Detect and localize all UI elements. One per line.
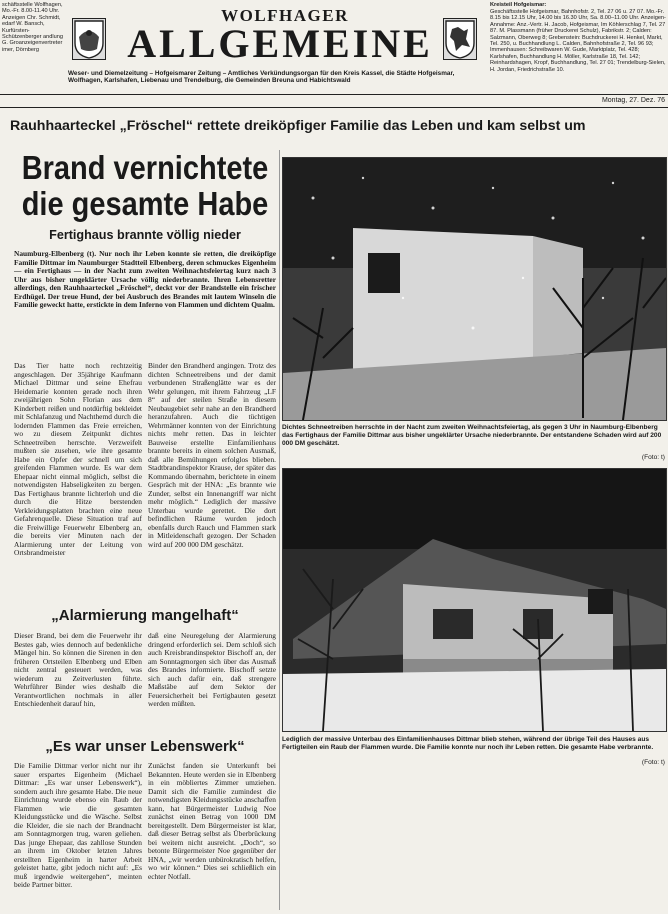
masthead-rule-2 bbox=[0, 107, 668, 108]
section-heading-lifework: „Es war unser Lebenswerk“ bbox=[45, 738, 245, 755]
masthead-right-column: Geschäftsstelle Hofgeismar, Bahnhofstr. 2, Tel. 27 06 u. 27 07. Mo.-Fr. 8.15 bis 12.15 Uhr, 14.00 bis 16.30 Uhr, Sa. 8.00–11.00 Uhr. Anzeigen-Annahme: Anz.-Vertr. H. Jacob, Hofgeismar, Im Köhlerschlag 7, Tel. 27 87. M. Plassmann (früher Druckerei Schulz), Fabrikstr. 2; Calden: Salzmann, Oberweg 8; Grebenstein: Buchdruckerei H. Henkel, Markt, Tel. 250, u. Buchhandlung L. Calden, Bahnhofstraße 2, Tel. 96 93; Immenhausen: Schreibwaren W. Gude, Marktplatz, Tel. 428; Karlshafen, Buchhandlung H. Möller, Karlstraße 18, Tel. 142; Reinhardshagen, Kropf, Buchhandlung, Tel. 27 01; Trendelburg-Sielen, H. Jordan, Friedrichstraße 10. bbox=[490, 9, 666, 73]
section-alarm-column-1: Dieser Brand, bei dem die Feuerwehr ihr Bestes gab, wies dennoch auf bedenkliche Mängel hin. So können die Sirenen in den früheren Ortsteilen Elbenberg und Elben nicht zentral gesteuert werden, was wiederum zu Zeitverlusten führte. Wehrführer Binder wies deshalb die Verantwortlichen nochmals in aller Entschiedenheit darauf hin, bbox=[14, 632, 142, 708]
headline-line-1: Brand vernichtete bbox=[21, 150, 269, 187]
photo-caption-1: Dichtes Schneetreiben herrschte in der Nacht zum zweiten Weihnachtsfeiertag, als gegen 3 Uhr in Naumburg-Elbenberg das Fertighaus der Familie Dittmar aus bisher ungeklärter Ursache niederbrannte. Der entstandene Schaden wird auf 200 000 DM geschätzt. bbox=[282, 424, 662, 447]
masthead-subtitle: Weser- und Diemelzeitung – Hofgeismarer Zeitung – Amtliches Verkündungsorgan für den Kreis Kassel, die Städte Hofgeismar, Wolfhagen, Karlshafen, Liebenau und Trendelburg, die Gemeinden Breuna und Habichtswald bbox=[68, 70, 455, 85]
section-lifework-column-1: Die Familie Dittmar verlor nicht nur ihr sauer erspartes Eigenheim (Michael Dittmar: „Es war unser Lebenswerk“), sondern auch ihre gesamte Habe. Die neue Einrichtung wurde ebenso ein Raub der Flammen wie die gesamten Kleidungsstücke und die Wäsche. Selbst die Kleider, die sie nach der Brandnacht am Sonntagmorgen trug, waren geliehen. Das junge Ehepaar, das zahllose Stunden an ihrem im Oktober letzten Jahres erstellten Eigenheim in harter Arbeit geleistet hatte, gibt jedoch nicht auf: „Es muß irgendwie weitergehen“, meinten beide Partner bitter. bbox=[14, 762, 142, 889]
photo-credit-1: (Foto: t) bbox=[641, 454, 665, 461]
masthead-rule bbox=[0, 94, 668, 95]
city-crest-left-icon bbox=[72, 18, 106, 60]
section-alarm-column-2: daß eine Neuregelung der Alarmierung dringend erforderlich sei. Dem schloß sich auch Kreisbrandinspektor Bischoff an, der am Sonntagmorgen sich über das Ausmaß des Brandes informierte. Bischoff setzte sich auch dafür ein, daß strengere Maßstäbe auf dem Sektor der Feuersicherheit bei Fertigbauten gesetzt werden müßten. bbox=[148, 632, 276, 708]
article-column-2: Binder den Brandherd angingen. Trotz des dichten Schneetreibens und der damit verbundenen Straßenglätte war es der Wehr gelungen, mit ihrem Fahrzeug „LF 8“ auf der steilen Straße in diesem Neubaugebiet sehr nahe an den Brandherd heranzufahren. Auch die tüchtigen Wehrmänner konnten von der Einrichtung nichts mehr retten. Das in leichter Bauweise erstellte Einfamilienhaus brannte bereits in einem solchen Ausmaß, daß alle Bemühungen erfolglos blieben. Stadtbrandinspektor Krause, der später das Kommando übernahm, berichtete in einem Gespräch mit der HNA: „Es brannte wie Zunder, selbst ein Innenangriff war nicht mehr möglich.“ Lediglich der massive Unterbau wurde gerettet. Die dort befindlichen Räume wurden jedoch ebenfalls durch Rauch und Flammen stark in Mitleidenschaft gezogen. Der Schaden wird auf 200 000 DM geschätzt. bbox=[148, 362, 276, 549]
article-column-1: Das Tier hatte noch rechtzeitig angeschlagen. Der 35jährige Kaufmann Michael Dittmar und seine Ehefrau Heidemarie konnten gerade noch ihren zweijährigen Sohn Florian aus dem Kinderbett reißen und notdürftig bekleidet mit Schlafanzug und Nachthemd durch die lodernden Flammen das Freie erreichen, wo zu diesem Zeitpunkt dichtes Schneetreiben herrschte. Verzweifelt mußten sie zusehen, wie ihre gesamte Habe ein Opfer der schnell um sich greifenden Flammen wurde. Es war dem Ehepaar nicht einmal möglich, selbst die notwendigsten Habseligkeiten zu bergen. Das Fertighaus brannte lichterloh und die durch die Hitze berstenden Verkleidungsplatten brachten eine neue Gefahrenquelle. Diese Situation traf auf die Freiwillige Feuerwehr Elbenberg an, die bereits vier Minuten nach der Alarmierung unter der Leitung von Ortsbrandmeister bbox=[14, 362, 142, 557]
photo-caption-2: Lediglich der massive Unterbau des Einfamilienhauses Dittmar blieb stehen, während der übrige Teil des Hauses aus Fertigteilen ein Raub der Flammen wurde. Die Familie konnte nur noch ihr Leben retten. Die gesamte Habe verbrannte. bbox=[282, 736, 654, 751]
article-kicker: Rauhhaarteckel „Fröschel“ rettete dreiköpfiger Familie das Leben und kam selbst um bbox=[10, 118, 586, 134]
article-lead: Naumburg-Elbenberg (t). Nur noch ihr Leben konnte sie retten, die dreiköpfige Familie Dittmar im Naumburger Stadtteil Elbenberg, deren schmuckes Eigenheim — ein Fertighaus — in der Nacht zum zweiten Weihnachtsfeiertag kurz nach 3 Uhr aus bisher ungeklärter Ursache völlig niederbrannte. Ihren Lebensretter allerdings, den Rauhhaarteckel „Fröschel“, deckt vor der Brandstelle ein frischer Erdhügel. Der treue Hund, der bei Ausbruch des Brandes mit lautem Winseln die Familie geweckt hatte, erstickte in dem Inferno von Flammen und dichtem Qualm. bbox=[14, 250, 276, 309]
masthead-title-top: WOLFHAGER bbox=[221, 6, 349, 25]
photo-burning-house bbox=[282, 157, 667, 421]
city-crest-right-icon bbox=[443, 18, 477, 60]
column-rule bbox=[279, 150, 280, 910]
subheadline: Fertighaus brannte völlig nieder bbox=[49, 228, 241, 242]
masthead-right-title: Kreisteil Hofgeismar: bbox=[490, 2, 547, 8]
headline-line-2: die gesamte Habe bbox=[21, 186, 269, 223]
issue-date: Montag, 27. Dez. 76 bbox=[601, 97, 665, 104]
photo-remaining-foundation bbox=[282, 468, 667, 732]
masthead-left-column: schäftsstelle Wolfhagen, Mo.-Fr. 8.00-11.40 Uhr. Anzeigen Chr. Schmidt, edarf W. Bansch, Kurfürsten-Schützenberger andlung G. Groanzeigenvertreter imer, Dörnberg bbox=[2, 2, 63, 53]
masthead-title: ALLGEMEINE bbox=[127, 21, 433, 66]
section-heading-alarm: „Alarmierung mangelhaft“ bbox=[51, 607, 239, 624]
photo-credit-2: (Foto: t) bbox=[641, 759, 665, 766]
section-lifework-column-2: Zunächst fanden sie Unterkunft bei Bekannten. Heute werden sie in Elbenberg in ein möbliertes Zimmer umziehen. Damit sich die Familie zumindest die notwendigsten Kleidungsstücke anschaffen kann, hat Bürgermeister Ludwig Noe zunächst einen Betrag von 1000 DM bereitgestellt. Dem Bürgermeister ist klar, daß dieser Betrag selbst als Überbrückung bei weitem nicht ausreicht. „Doch“, so betonte Bürgermeister Noe gegenüber der HNA, „wir werden unbürokratisch helfen, wo wir können.“ Dies sei schließlich ein echter Notfall. bbox=[148, 762, 276, 881]
